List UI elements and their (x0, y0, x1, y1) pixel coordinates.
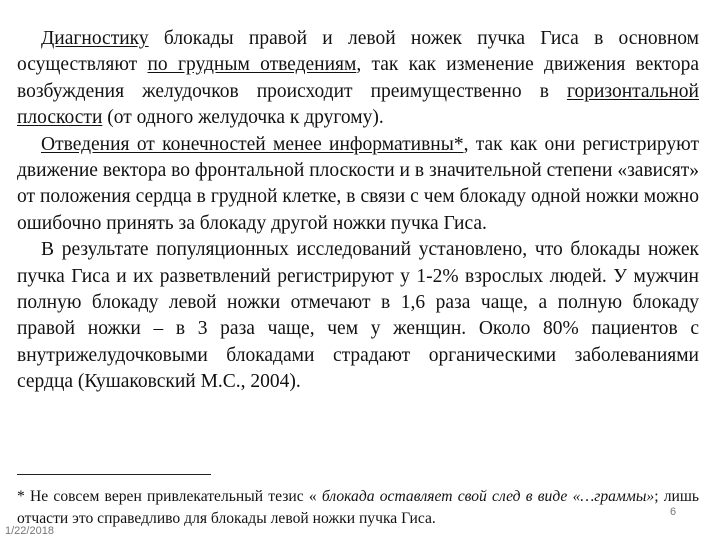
paragraph-text: (от одного желудочка к другому). (102, 107, 384, 129)
underlined-term-diagnostics: Диагностику (41, 28, 149, 49)
main-text (17, 26, 699, 396)
footnote-quote: блокада оставляет свой след в виде «…граммы» (316, 488, 655, 505)
footnote (17, 486, 699, 530)
paragraph-diagnostics (17, 26, 699, 132)
paragraph-limb-leads (17, 132, 699, 238)
paragraph-text: , так как изменение движения вектора возбуждения желудочков происходит преимущественно в (17, 54, 699, 102)
underlined-term-horizontal-plane: горизонтальной плоскости (17, 80, 699, 129)
slide-number: 6 (670, 506, 677, 518)
underlined-term-limb-leads: Отведения от конечностей менее информативны* (41, 133, 464, 155)
underlined-term-chest-leads: по грудным отведениям (147, 54, 357, 76)
paragraph-text: , так как они регистрируют движение вектора во фронтальной плоскости и в значительной степени «зависят» от положения сердца в грудной клетке, в связи с чем блокаду одной ножки можно ошибочно принять за блокаду другой ножки пучка Гиса. (17, 133, 699, 234)
footnote-separator (17, 474, 211, 475)
paragraph-text: блокады правой и левой ножек пучка Гиса в основном осуществляют (17, 28, 699, 76)
footnote-text: * Не совсем верен привлекательный тезис « (17, 488, 317, 505)
slide-date: 1/22/2018 (5, 525, 54, 537)
paragraph-population-studies: В результате популяционных исследований установлено, что блокады ножек пучка Гиса и их разветвлений регистрируют у 1-2% взрослых людей. У мужчин полную блокаду левой ножки отмечают в 1,6 раза чаще, а полную блокаду правой ножки – в 3 раза чаще, чем у женщин. Около 80% пациентов с внутрижелудочковыми блокадами страдают органическими заболеваниями сердца (Кушаковский М.С., 2004). (17, 239, 699, 393)
footnote-text: ; лишь отчасти это справедливо для блокады левой ножки пучка Гиса. (17, 488, 699, 527)
